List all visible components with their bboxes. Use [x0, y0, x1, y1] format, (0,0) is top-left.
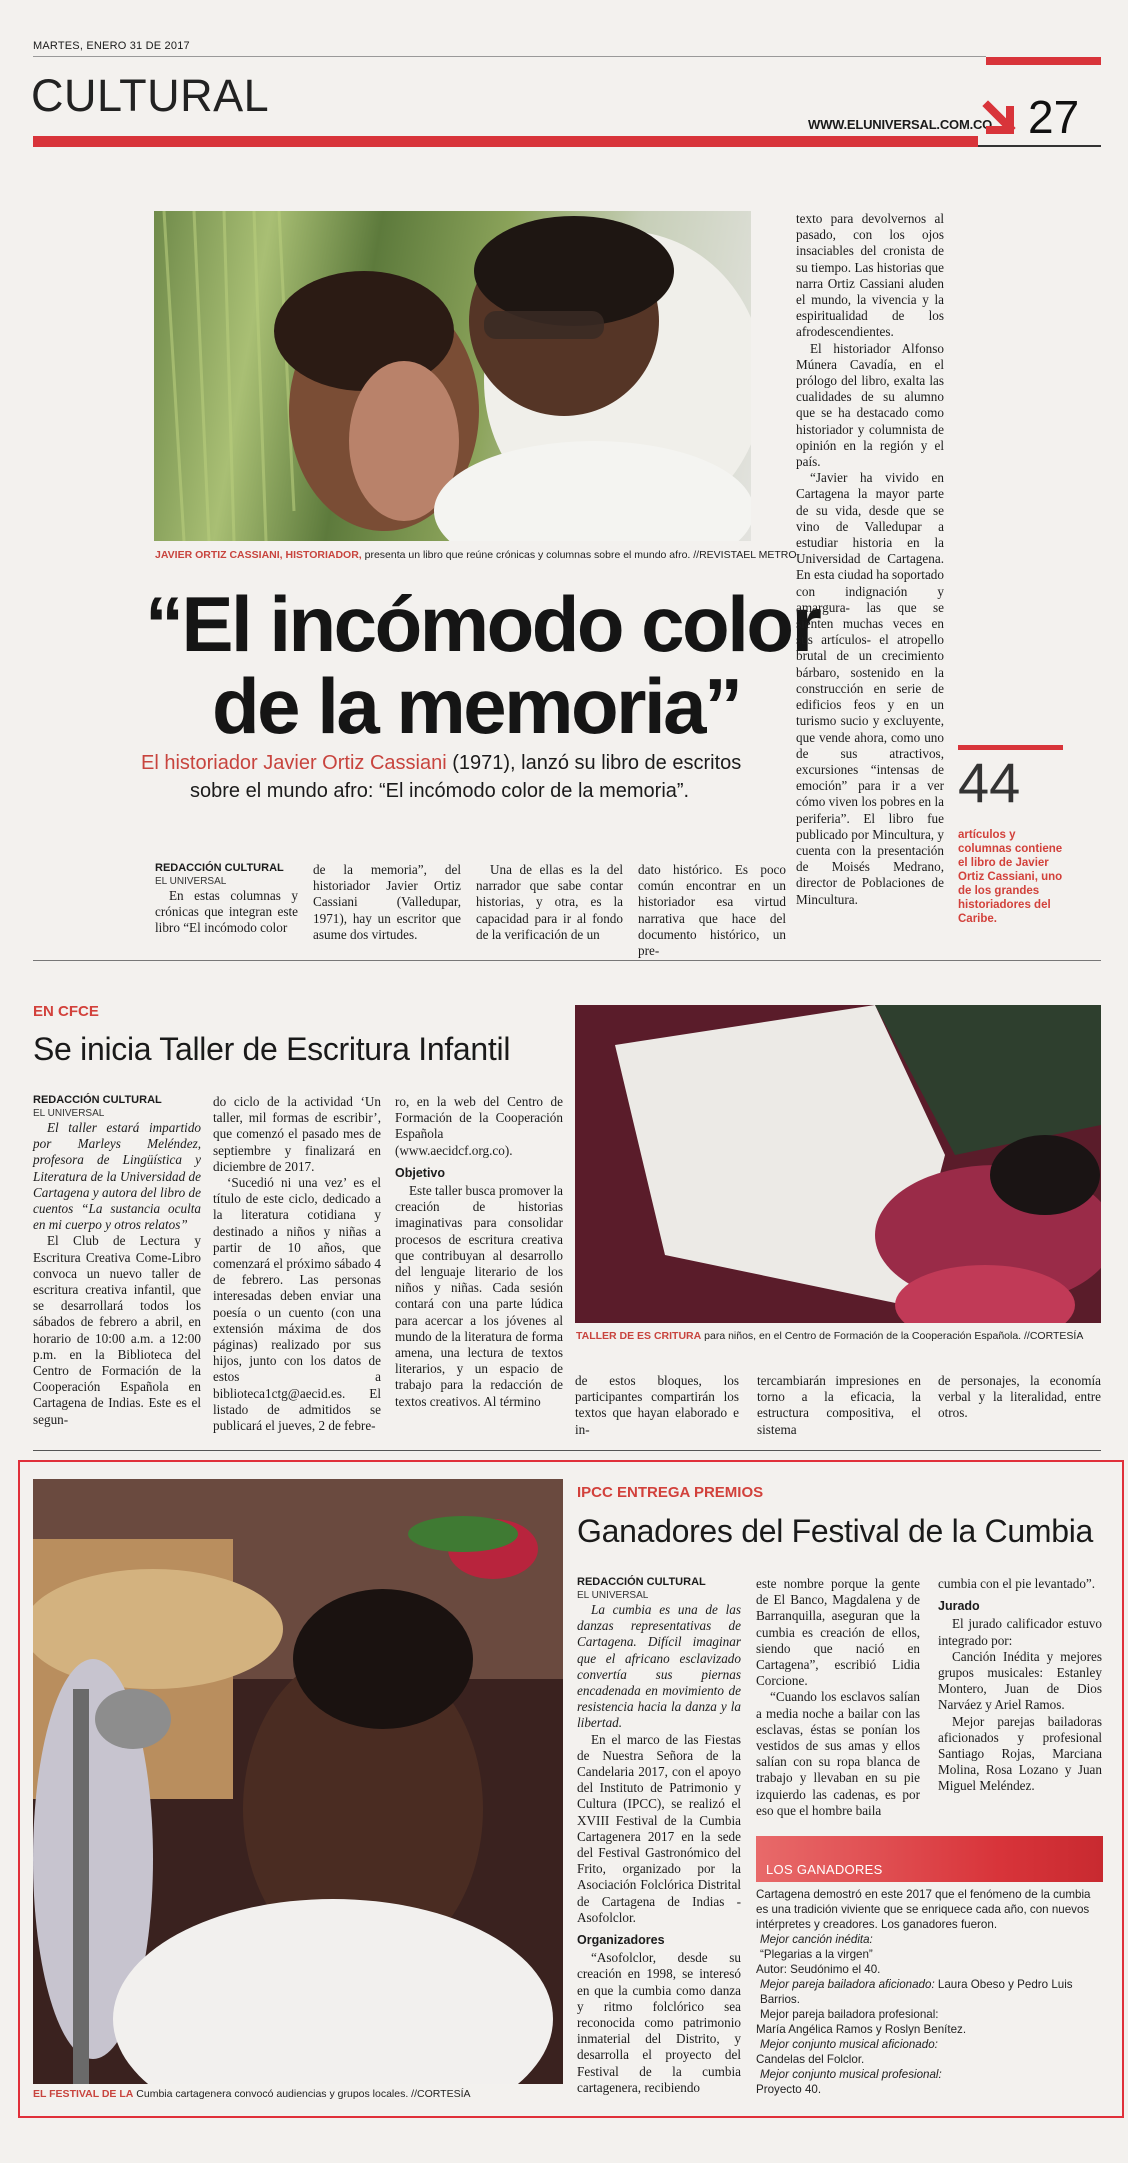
article3-kicker: IPCC ENTREGA PREMIOS [577, 1484, 764, 1501]
article1-right-col [796, 211, 944, 908]
caption-1-highlight: JAVIER ORTIZ CASSIANI, HISTORIADOR, [155, 549, 362, 561]
article2-col3 [395, 1094, 563, 1410]
article2-bottom-col3-text: de personajes, la economía verbal y la literalidad, entre otros. [938, 1373, 1101, 1421]
article2-kicker: EN CFCE [33, 1003, 99, 1020]
caption-2-text: para niños, en el Centro de Formación de la Cooperación Española. //CORTESÍA [701, 1330, 1084, 1342]
section-divider-2 [33, 1450, 1101, 1451]
article2-bottom-col2-text: tercambiarán impresiones en torno a la eficacia, la estructura compositiva, el sistema [757, 1373, 921, 1437]
article1-col4 [638, 862, 786, 959]
winner-5-value: Proyecto 40. [756, 2083, 822, 2096]
article3-col1-p3: “Asofolclor, desde su creación en 1998, se interesó en que la cumbia como danza y ritmo folclórico sea reconocida como patrimonio inmaterial del Distrito, y desarrolla el proyecto del Festival de la cumbia cartagenera, recibiendo [577, 1950, 741, 2095]
article2-col3-p1: ro, en la web del Centro de Formación de la Cooperación Española (www.aecidcf.org.co). [395, 1094, 563, 1158]
article3-col1-italic: La cumbia es una de las danzas representativas de Cartagena. Difícil imaginar que el africano esclavizado convertía sus piernas encadenada en movimiento de resistencia hacia la danza y la libertad. [577, 1602, 741, 1731]
website-url: WWW.ELUNIVERSAL.COM.CO [808, 117, 993, 132]
winner-3-value: María Angélica Ramos y Roslyn Benítez. [756, 2023, 967, 2036]
article3-col3-p1: cumbia con el pie levantado”. [938, 1576, 1096, 1591]
article1-right-p1: texto para devolvernos al pasado, con los ojos insaciables del cronista de su tiempo. Las historias que narra Ortiz Cassiani aluden el mundo, la vivencia y la espiritualidad de los afrodescendientes. [796, 211, 944, 340]
header-red-accent-top [986, 57, 1101, 65]
article3-col3-p2: El jurado calificador estuvo integrado por: [938, 1616, 1102, 1648]
deck-line-2: sobre el mundo afro: “El incómodo color de la memoria”. [190, 780, 690, 802]
article2-col1 [33, 1094, 201, 1428]
caption-1-text: presenta un libro que reúne crónicas y columnas sobre el mundo afro. //REVISTAEL METRO [361, 549, 797, 561]
winner-4-value: Candelas del Folclor. [756, 2053, 865, 2066]
header-red-bar [33, 136, 978, 147]
winner-2-category: Mejor pareja bailadora aficionado: [760, 1978, 935, 1991]
winner-2-value: Laura Obeso y Pedro Luis Barrios. [760, 1978, 1073, 2006]
winner-1-category: Mejor canción inédita: [760, 1933, 873, 1946]
header-rule-top [33, 56, 986, 57]
article3-headline: Ganadores del Festival de la Cumbia [577, 1513, 1094, 1549]
article3-col3-p4: Mejor parejas bailadoras aficionados y profesional Santiago Rojas, Marciana Molina, Rosa Lozano y Juan Miguel Meléndez. [938, 1713, 1102, 1794]
sidebar-red-bar [958, 745, 1063, 750]
article2-headline: Se inicia Taller de Escritura Infantil [33, 1031, 511, 1067]
article2-col1-italic: El taller estará impartido por Marleys Meléndez, profesora de Lingüística y Literatura de la Universidad de Cartagena y autora del libro de cuentos “La sustancia oculta en mi cuerpo y otros relatos” [33, 1120, 201, 1233]
article1-col4-text: dato histórico. Es poco común encontrar en un historiador esa virtud narrativa que hace del documento histórico, un pre- [638, 862, 786, 959]
winners-box-title: LOS GANADORES [766, 1862, 883, 1877]
winners-intro: Cartagena demostró en este 2017 que el fenómeno de la cumbia es una tradición viviente que se enriquece cada año, con nuevos intérpretes y creadores. Los ganadores fueron. [756, 1888, 1091, 1931]
article2-col1-text: El Club de Lectura y Escritura Creativa Come-Libro convoca un nuevo taller de escritura creativa infantil, que se desarrollará todos los sábados de febrero a abril, en horario de 10:00 a.m. a 12:00 p.m. en la Biblioteca del Centro de Formación de la Cooperación Española en Cartagena de Indias. Este es el segun- [33, 1233, 201, 1427]
article2-bottom-col2 [757, 1373, 921, 1438]
photo-caption-1 [155, 549, 797, 561]
article2-col2-p1: do ciclo de la actividad ‘Un taller, mil formas de escribir’, que comenzó el pasado mes de septiembre y finalizará en diciembre de 2017. [213, 1094, 381, 1174]
article3-byline: REDACCIÓN CULTURAL [577, 1576, 706, 1588]
arrow-down-right-icon [980, 100, 1024, 144]
article3-subhead-jurado: Jurado [938, 1599, 980, 1614]
article1-right-p3: “Javier ha vivido en Cartagena la mayor parte de su vida, desde que se vino de Valledupar a estudiar historia en la Universidad de Cartagena. En esta ciudad ha soportado con indignación y amargura- las que se sienten muchas veces en sus artículos- el atropello brutal de un crecimiento bárbaro, sostenido en la construcción en serie de edificios feos y en un turismo sucio y excluyente, que vende ahora, como uno de sus atractivos, excursiones “intensas de emoción” para ir a ver cómo viven los pobres en la periferia”. El libro fue publicado por Mincultura, y cuenta con la presentación de Moisés Medrano, director de Poblaciones de Mincultura. [796, 470, 944, 907]
article1-col2-text: de la memoria”, del historiador Javier Ortiz Cassiani (Valledupar, 1971), hay un escritor que asume dos virtudes. [313, 862, 461, 942]
cumbia-singer-photo [33, 1479, 563, 2084]
page-number: 27 [1028, 91, 1080, 143]
article2-bottom-col3 [938, 1373, 1101, 1422]
article3-col3 [938, 1576, 1102, 1795]
headline-line-2: de la memoria” [212, 662, 741, 750]
article2-subhead: Objetivo [395, 1165, 446, 1180]
photo-caption-2 [576, 1330, 1101, 1342]
article2-col2-p2: ‘Sucedió ni una vez’ es el título de este ciclo, dedicado a la literatura cotidiana y destinado a niños y niñas a partir de 10 años, que comenzará el próximo sábado 4 de febrero. Las personas interesadas deben enviar una poesía o un cuento (con una extensión máxima de dos páginas) realizado por sus hijos, junto con los datos de estos a biblioteca1ctg@aecid.es. El listado de admitidos se publicará el jueves, 2 de febre- [213, 1175, 381, 1434]
winners-box-header [756, 1836, 1103, 1882]
article1-right-p2: El historiador Alfonso Múnera Cavadía, en el prólogo del libro, exalta las cualidades de su alumno que se ha destacado como historiador y columnista de opinión en la región y el país. [796, 340, 944, 470]
article1-col3-text: Una de ellas es la del narrador que sabe contar historias, y otra, es la capacidad para ir al fondo de la verificación de un [476, 862, 623, 942]
caption-3-highlight: EL FESTIVAL DE LA [33, 2088, 134, 2100]
deck-rest: (1971), lanzó su libro de escritos [446, 752, 742, 774]
workshop-photo [575, 1005, 1101, 1323]
article1-col1-text: En estas columnas y crónicas que integran este libro “El incómodo color [155, 888, 298, 936]
winners-box [756, 1887, 1103, 2097]
section-divider-1 [33, 960, 1101, 961]
header-rule-right [978, 145, 1101, 147]
page-date: MARTES, ENERO 31 DE 2017 [33, 40, 190, 52]
article2-bottom-col1-text: de estos bloques, los participantes compartirán los textos que hayan elaborado e in- [575, 1373, 739, 1437]
article3-col2-p1: este nombre porque la gente de El Banco, Magdalena y de Barranquilla, aseguran que la cumbia es creación de ellos, siendo que nació en Cartagena”, escribió Lidia Corcione. [756, 1576, 920, 1689]
photo-caption-3 [33, 2088, 573, 2100]
article1-byline: REDACCIÓN CULTURAL [155, 862, 284, 874]
article1-col3 [476, 862, 623, 943]
article3-col2 [756, 1576, 920, 1819]
article1-col2 [313, 862, 461, 943]
article2-bottom-col1 [575, 1373, 739, 1438]
historian-photo [154, 211, 751, 541]
sidebar-number: 44 [958, 751, 1021, 814]
article1-col1 [155, 862, 298, 937]
article3-col3-p3: Canción Inédita y mejores grupos musicales: Estanley Montero, Juan de Dios Narváez y Ariel Ramos. [938, 1648, 1102, 1713]
winner-4-category: Mejor conjunto musical aficionado: [760, 2038, 938, 2051]
caption-3-text: Cumbia cartagenera convocó audiencias y grupos locales. //CORTESÍA [133, 2088, 471, 2100]
article2-col2 [213, 1094, 381, 1434]
winner-3-category: Mejor pareja bailadora profesional: [760, 2008, 939, 2021]
article3-byline-sub: EL UNIVERSAL [577, 1590, 649, 1601]
winner-1-value: “Plegarias a la virgen” [760, 1948, 873, 1961]
article3-col1 [577, 1576, 741, 2096]
section-title: CULTURAL [31, 70, 270, 121]
caption-2-highlight: TALLER DE ES CRITURA [576, 1330, 702, 1342]
deck-highlight: El historiador Javier Ortiz Cassiani [141, 752, 447, 774]
article2-col3-p2: Este taller busca promover la creación de historias imaginativas para consolidar procesos de escritura creativa que contribuyan al desarrollo del lenguaje literario de los niños y niñas. Cada sesión contará con una parte lúdica para acercar a los jóvenes al mundo de la literatura de forma amena, una lectura de textos literarios, y un espacio de trabajo para la redacción de textos creativos. Al término [395, 1183, 563, 1409]
article3-col1-p2: En el marco de las Fiestas de Nuestra Señora de la Candelaria 2017, con el apoyo del Instituto de Patrimonio y Cultura (IPCC), se realizó el XVIII Festival de la Cumbia Cartagenera 2017 en la sede del Festival Gastronómico del Frito, organizado por la Asociación Folclórica Distrital de Cartagena de Indias - Asofolclor. [577, 1731, 741, 1925]
article1-byline-sub: EL UNIVERSAL [155, 876, 227, 887]
headline-line-1: “El incómodo color [145, 580, 820, 668]
winner-5-category: Mejor conjunto musical profesional: [760, 2068, 942, 2081]
article2-byline-sub: EL UNIVERSAL [33, 1108, 105, 1119]
article3-subhead-organizadores: Organizadores [577, 1933, 665, 1948]
deck-line-1 [141, 752, 741, 775]
article3-col2-p2: “Cuando los esclavos salían a media noche a bailar con las esclavas, éstas se ponían los vestidos de sus amas y ellos salían con su ropa blanca de trabajo y llevaban en su pie izquierdo las cadenas, es por eso que el hombre baila [756, 1689, 920, 1818]
article2-byline: REDACCIÓN CULTURAL [33, 1094, 162, 1106]
sidebar-text: artículos y columnas contiene el libro de Javier Ortiz Cassiani, uno de los grandes historiadores del Caribe. [958, 829, 1063, 925]
winner-1-extra: Autor: Seudónimo el 40. [756, 1963, 881, 1976]
